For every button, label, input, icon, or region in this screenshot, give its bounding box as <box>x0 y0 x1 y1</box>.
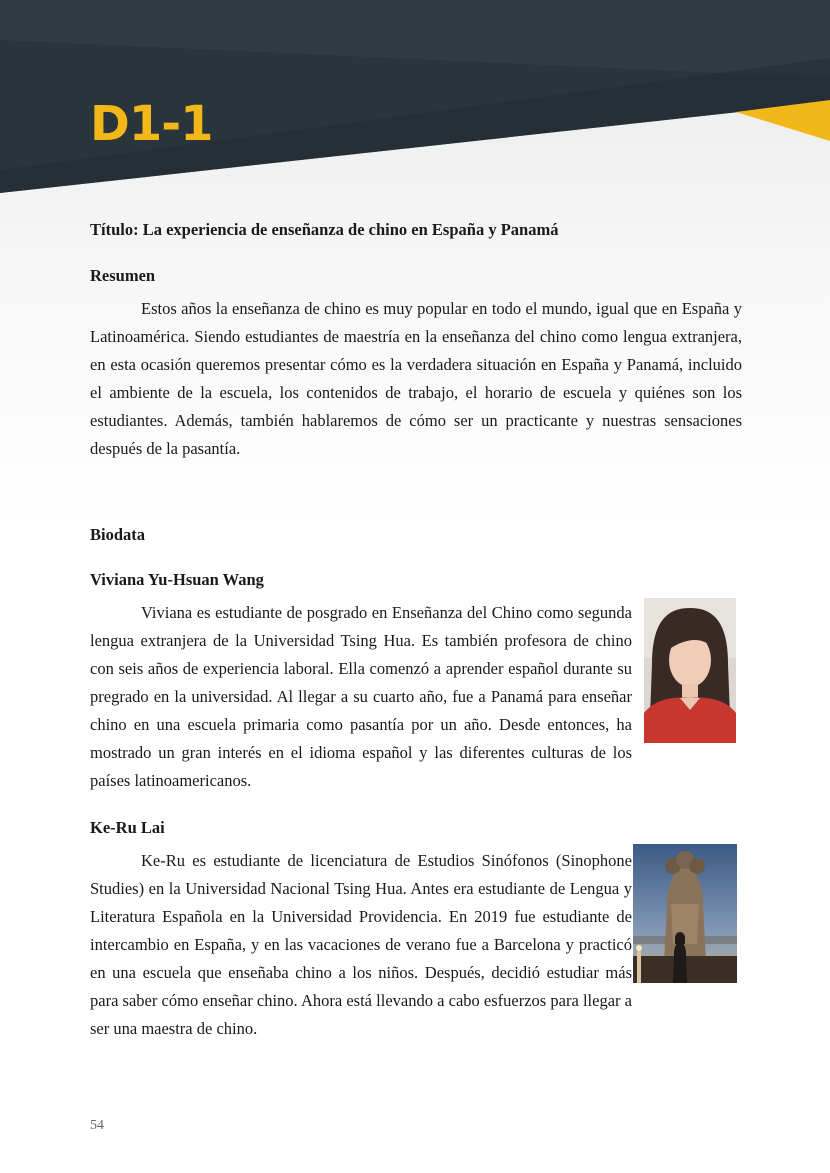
bio-text: Viviana es estudiante de posgrado en Enseñanza del Chino como segunda lengua extranjera de la Universidad Tsing Hua. Es también profesora de chino con seis años de experiencia laboral. Ella comenzó a aprender español durante su pregrado en la universidad. Al llegar a su cuarto año, fue a Panamá para enseñar chino en una escuela primaria como pasantía por un año. Desde entonces, ha mostrado un gran interés en el idioma español y las diferentes culturas de los países latinoamericanos. <box>90 603 632 790</box>
page-number: 54 <box>90 1118 104 1133</box>
bio-text: Ke-Ru es estudiante de licenciatura de Estudios Sinófonos (Sinophone Studies) en la Universidad Nacional Tsing Hua. Antes era estudiante de Lengua y Literatura Española en la Universidad Providencia. En 2019 fue estudiante de intercambio en España, y en las vacaciones de verano fue a Barcelona y practicó en una escuela que enseñaba chino a los niños. Después, decidió estudiar más para saber cómo enseñar chino. Ahora está llevando a cabo esfuerzos para llegar a ser una maestra de chino. <box>90 851 632 1038</box>
header-banner <box>0 0 830 200</box>
bio-name: Ke-Ru Lai <box>90 818 165 837</box>
content <box>90 218 742 1043</box>
bio-name: Viviana Yu-Hsuan Wang <box>90 570 264 589</box>
summary-text: Estos años la enseñanza de chino es muy popular en todo el mundo, igual que en España y Latinoamérica. Siendo estudiantes de maestría en la enseñanza del chino como lengua extranjera, en esta ocasión queremos presentar cómo es la verdadera situación en España y Panamá, incluido el ambiente de la escuela, los contenidos de trabajo, el horario de escuela y quiénes son los estudiantes. Además, también hablaremos de cómo ser un practicante y nuestras sensaciones después de la pasantía. <box>90 299 742 458</box>
bio-viviana <box>90 568 742 795</box>
biodata-heading: Biodata <box>90 525 146 544</box>
section-code: D1-1 <box>90 96 213 152</box>
summary-heading: Resumen <box>90 266 156 285</box>
portrait-photo-viviana <box>644 598 736 743</box>
photo-keru-barcelona <box>633 844 737 983</box>
bio-keru <box>90 816 742 1043</box>
article-title: Título: La experiencia de enseñanza de chino en España y Panamá <box>90 220 559 239</box>
